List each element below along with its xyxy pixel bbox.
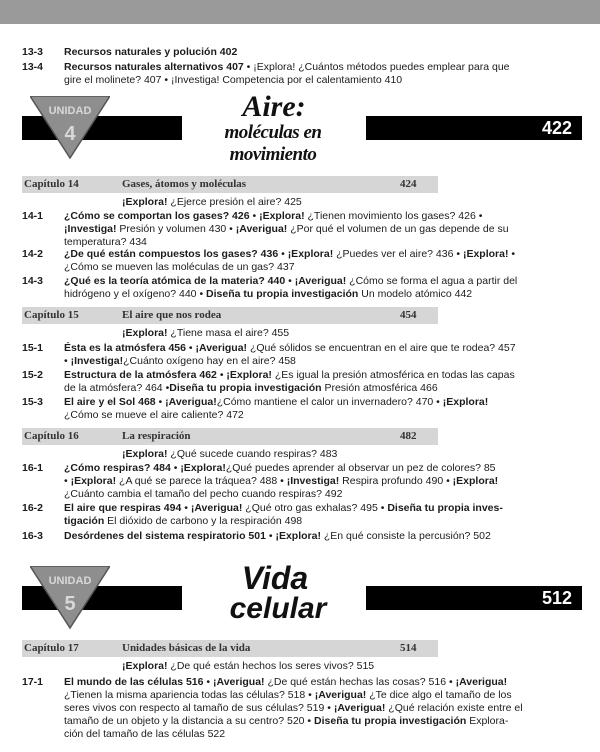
section-text: gire el molinete? 407 • ¡Investiga! Competencia por el calentamiento 410 [64, 74, 403, 86]
chapter-label: Capítulo 15 [24, 309, 79, 321]
activity-label: ¡Explora! [275, 530, 321, 542]
unit-4-header [0, 90, 600, 178]
chapter-17[interactable] [22, 640, 582, 676]
unit-label: UNIDAD [48, 105, 92, 117]
unit-title-line2: moléculas en movimiento [224, 122, 322, 165]
activity-label: Diseña tu propia investigación [314, 715, 467, 727]
chapter-page: 482 [400, 430, 417, 442]
section-title: ¿De qué están compuestos los gases? 436 [64, 248, 279, 260]
activity-label: ¡Explora! [452, 475, 499, 487]
section-number: 16-2 [22, 502, 44, 514]
activity-label: ¡Averigua! [294, 275, 347, 287]
explore-text: ¿Tiene masa el aire? 455 [167, 327, 290, 339]
unit-title-line1: Vida [241, 560, 309, 596]
chapter-page: 424 [400, 178, 417, 190]
activity-label: Diseña tu propia inves- [387, 502, 503, 514]
activity-label: ¡Explora! [70, 475, 117, 487]
chapter-title: El aire que nos rodea [122, 309, 222, 321]
unit-number: 5 [64, 593, 76, 615]
section-text: • ¡Explora! ¿Cuántos métodos puedes emplear para que [243, 61, 510, 73]
chapter-title: La respiración [122, 430, 191, 442]
section-number: 13-3 [22, 46, 44, 58]
activity-label: ¡Explora! [180, 462, 226, 474]
explore-text: ¿Ejerce presión el aire? 425 [167, 196, 302, 208]
explore-text: ¿Qué sucede cuando respiras? 483 [167, 448, 338, 460]
section-number: 13-4 [22, 61, 44, 73]
section-title: Estructura de la atmósfera 462 [64, 369, 217, 381]
explore-text: ¿De qué están hechos los seres vivos? 515 [167, 660, 375, 672]
unit-page-number: 512 [541, 588, 572, 608]
activity-label: ¡Explora! [259, 210, 305, 222]
section-title: ¿Cómo se comportan los gases? 426 [64, 210, 250, 222]
chapter-label: Capítulo 17 [24, 642, 79, 654]
section-title: El aire y el Sol 468 [64, 396, 156, 408]
section-number: 16-3 [22, 530, 44, 542]
chapter-14[interactable] [22, 176, 582, 212]
activity-label: ¡Explora! [442, 396, 489, 408]
section-title: Recursos naturales alternativos 407 [64, 61, 244, 73]
activity-label: ¡Explora! [462, 248, 509, 260]
chapter-16[interactable] [22, 428, 582, 464]
unit-title-line1: Aire: [242, 90, 306, 123]
activity-label: ¡Averigua! [165, 396, 217, 408]
activity-label: ¡Explora! [226, 369, 272, 381]
chapter-page: 454 [400, 309, 417, 321]
explore-label: ¡Explora! [122, 196, 168, 208]
unit-triangle-badge [30, 566, 110, 630]
activity-label: Diseña tu propia investigación [206, 288, 359, 300]
activity-label: ¡Averigua! [235, 223, 288, 235]
section-number: 15-1 [22, 342, 44, 354]
activity-label: ¡Investiga! [70, 355, 124, 367]
activity-label: ¡Investiga! [64, 223, 117, 235]
section-title: El mundo de las células 516 [64, 676, 204, 688]
unit-number: 4 [64, 123, 76, 145]
chapter-explore [122, 448, 337, 460]
top-gray-bar [0, 0, 600, 24]
section-number: 17-1 [22, 676, 44, 688]
activity-label: ¡Averigua! [314, 689, 367, 701]
chapter-title: Unidades básicas de la vida [122, 642, 251, 654]
section-title: ¿Cómo respiras? 484 [64, 462, 171, 474]
section-number: 14-3 [22, 275, 44, 287]
chapter-page: 514 [400, 642, 417, 654]
activity-label: ¡Averigua! [455, 676, 508, 688]
activity-label: ¡Averigua! [190, 502, 243, 514]
section-number: 15-2 [22, 369, 44, 381]
chapter-explore [122, 327, 289, 339]
section-title: Recursos naturales y polución 402 [64, 46, 238, 58]
activity-label: ¡Investiga! [286, 475, 340, 487]
unit-page-number: 422 [541, 118, 572, 138]
explore-label: ¡Explora! [122, 660, 168, 672]
section-title: ¿Qué es la teoría atómica de la materia? 440 [64, 275, 286, 287]
activity-label: Diseña tu propia investigación [169, 382, 322, 394]
explore-label: ¡Explora! [122, 448, 168, 460]
explore-label: ¡Explora! [122, 327, 168, 339]
activity-label: tigación [64, 515, 105, 527]
chapter-label: Capítulo 14 [24, 178, 79, 190]
activity-label: ¡Explora! [287, 248, 334, 260]
section-number: 16-1 [22, 462, 44, 474]
chapter-label: Capítulo 16 [24, 430, 79, 442]
chapter-band [22, 428, 438, 445]
unit-title-line2: celular [229, 592, 327, 625]
unit-label: UNIDAD [48, 575, 92, 587]
chapter-band [22, 307, 438, 324]
section-title: Desórdenes del sistema respiratorio 501 [64, 530, 266, 542]
activity-label: ¡Averigua! [333, 702, 386, 714]
section-title: El aire que respiras 494 [64, 502, 182, 514]
chapter-explore [122, 196, 302, 208]
section-number: 14-2 [22, 248, 44, 260]
chapter-explore [122, 660, 374, 672]
section-title: Ésta es la atmósfera 456 [64, 342, 186, 354]
activity-label: ¡Averigua! [195, 342, 248, 354]
section-number: 15-3 [22, 396, 44, 408]
activity-label: ¡Averigua! [213, 676, 265, 688]
unit-triangle-badge [30, 96, 110, 160]
section-number: 14-1 [22, 210, 44, 222]
unit-5-header [0, 560, 600, 648]
chapter-title: Gases, átomos y moléculas [122, 178, 247, 190]
chapter-15[interactable] [22, 307, 582, 343]
